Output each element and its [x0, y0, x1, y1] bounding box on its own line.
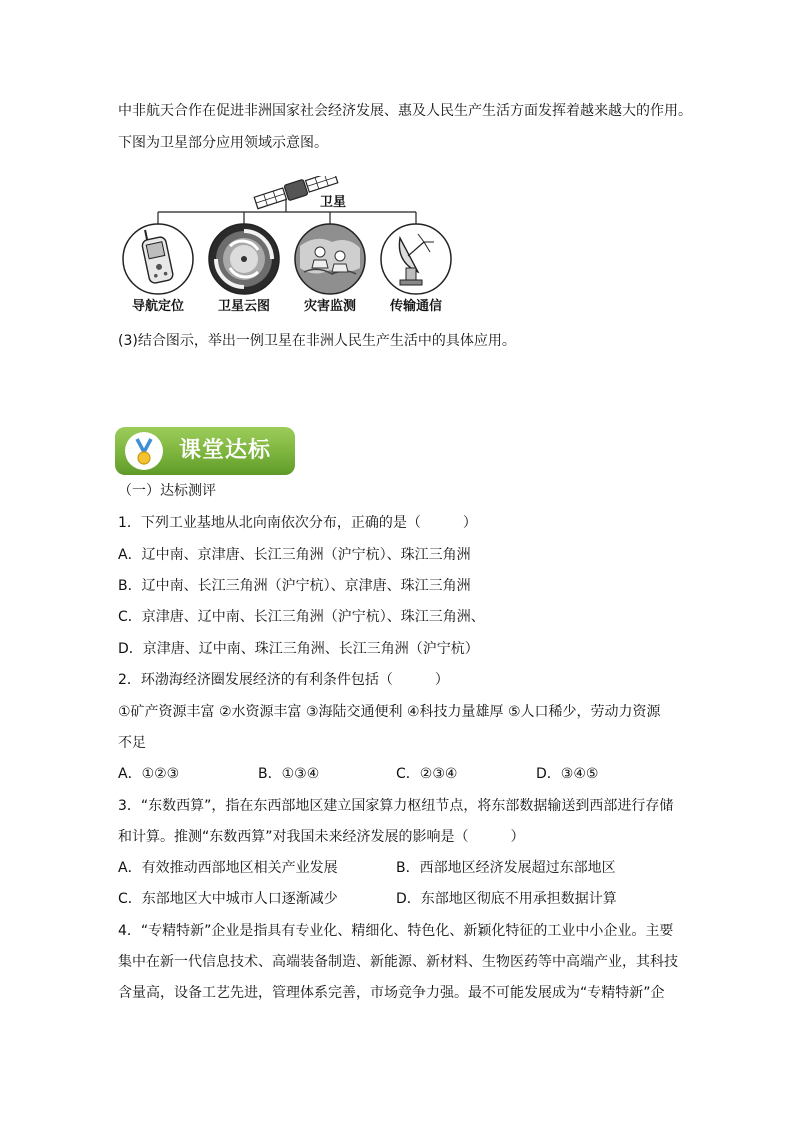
q3-options-row-2 [118, 888, 678, 910]
satellite-label: 卫星 [320, 195, 347, 210]
question-3: (3)结合图示，举出一例卫星在非洲人民生产生活中的具体应用。 [118, 333, 516, 349]
q2-option-d: D．③④⑤ [536, 766, 599, 782]
q2-conditions-line-1: ①矿产资源丰富 ②水资源丰富 ③海陆交通便利 ④科技力量雄厚 ⑤人口稀少，劳动力资源 [118, 704, 661, 720]
navigation-node [123, 224, 193, 294]
node-label-cloud-image: 卫星云图 [217, 299, 271, 314]
intro-line-1: 中非航天合作在促进非洲国家社会经济发展、惠及人民生产生活方面发挥着越来越大的作用。 [118, 103, 692, 119]
cloud-image-node [209, 224, 279, 294]
banner-title: 课堂达标 [179, 438, 272, 463]
q3-option-d: D．东部地区彻底不用承担数据计算 [396, 891, 617, 907]
q2-option-a: A．①②③ [118, 766, 180, 782]
q3-option-b: B．西部地区经济发展超过东部地区 [396, 860, 616, 876]
q3-stem-line-1: 3．“东数西算”，指在东西部地区建立国家算力枢纽节点，将东部数据输送到西部进行存储 [118, 798, 674, 814]
q2-option-c: C．②③④ [396, 766, 458, 782]
medal-icon [125, 432, 163, 470]
q4-stem-line-2: 集中在新一代信息技术、高端装备制造、新能源、新材料、生物医药等中高端产业，其科技 [118, 954, 678, 970]
q3-options-row-1 [118, 857, 678, 879]
q1-stem: 1．下列工业基地从北向南依次分布，正确的是（ ） [118, 515, 477, 531]
satellite-application-diagram [118, 176, 458, 324]
q1-option-b: B．辽中南、长江三角洲（沪宁杭）、京津唐、珠江三角洲 [118, 578, 471, 594]
q1-option-c: C．京津唐、辽中南、长江三角洲（沪宁杭）、珠江三角洲、 [118, 609, 485, 625]
q4-stem-line-1: 4．“专精特新”企业是指具有专业化、精细化、特色化、新颖化特征的工业中小企业。主要 [118, 923, 674, 939]
node-label-communication: 传输通信 [389, 299, 443, 314]
node-label-navigation: 导航定位 [131, 299, 185, 314]
section-banner [115, 427, 295, 475]
section-subtitle: （一）达标测评 [118, 483, 216, 499]
q1-option-a: A．辽中南、京津唐、长江三角洲（沪宁杭）、珠江三角洲 [118, 547, 471, 563]
q4-stem-line-3: 含量高，设备工艺先进，管理体系完善，市场竞争力强。最不可能发展成为“专精特新”企 [118, 985, 665, 1001]
disaster-monitoring-node [295, 224, 365, 294]
q3-option-c: C．东部地区大中城市人口逐渐减少 [118, 891, 338, 907]
q2-conditions-line-2: 不足 [118, 735, 146, 751]
q2-stem: 2．环渤海经济圈发展经济的有利条件包括（ ） [118, 672, 449, 688]
communication-node [381, 224, 451, 294]
intro-line-2: 下图为卫星部分应用领域示意图。 [118, 135, 328, 151]
q1-option-d: D．京津唐、辽中南、珠江三角洲、长江三角洲（沪宁杭） [118, 641, 479, 657]
connector-lines [158, 198, 416, 224]
q2-option-b: B．①③④ [258, 766, 320, 782]
q3-option-a: A．有效推动西部地区相关产业发展 [118, 860, 338, 876]
flood-scene-icon [300, 239, 360, 274]
q2-options [118, 763, 678, 785]
q3-stem-line-2: 和计算。推测“东数西算”对我国未来经济发展的影响是（ ） [118, 829, 525, 845]
node-label-disaster-monitoring: 灾害监测 [303, 299, 357, 314]
typhoon-icon [216, 231, 272, 287]
